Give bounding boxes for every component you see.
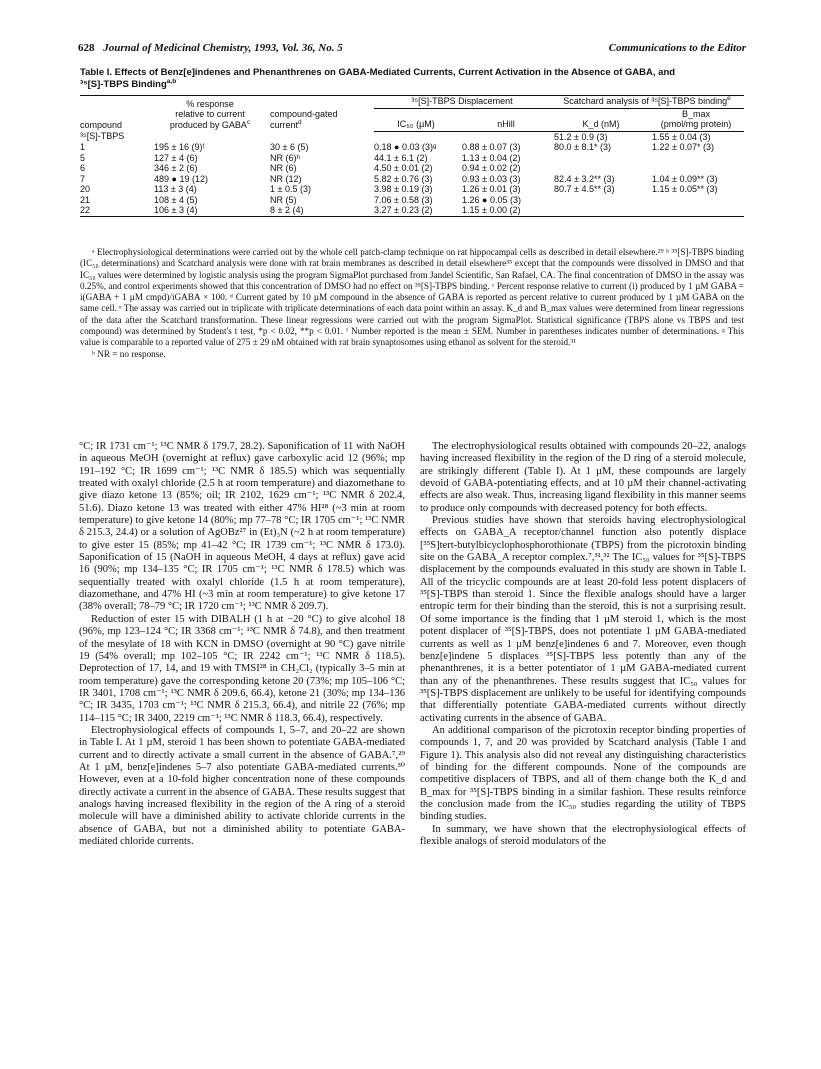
cell-nhill: 0.93 ± 0.03 (3) [462, 173, 521, 184]
cell-response: 195 ± 16 (9)ᶠ [154, 142, 205, 152]
table-row [80, 174, 744, 185]
col-nhill-header: nHill [462, 108, 554, 131]
cell-ic50: 4.50 ± 0.01 (2) [374, 163, 433, 173]
table-row [80, 195, 744, 206]
cell-response [154, 131, 270, 142]
cell-gated [270, 131, 374, 142]
cell-compound: 7 [80, 173, 86, 184]
table-row [80, 163, 744, 174]
cell-bmax [652, 163, 744, 174]
cell-response: 127 ± 4 (6) [154, 152, 198, 163]
table-row [80, 131, 744, 142]
cell-response: 113 ± 3 (4) [154, 184, 197, 194]
col-gated-header: compound-gated current$^d$ [270, 109, 338, 130]
cell-compound: ³⁵[S]-TBPS [80, 131, 125, 141]
table-label: Table I. [80, 67, 113, 78]
cell-response: 106 ± 3 (4) [154, 205, 270, 216]
scatchard-group-header: Scatchard analysis of ³⁵[S]-TBPS binding$^e$ [554, 96, 744, 109]
table-row [80, 184, 744, 195]
col-response-header: % response relative to current produced by GABA$^c$ [169, 98, 251, 130]
footnote-paragraph: ʰ NR = no response. [92, 348, 166, 359]
cell-gated: NR (6) [270, 163, 297, 173]
cell-nhill: 1.15 ± 0.00 (2) [462, 205, 554, 216]
cell-ic50 [374, 131, 462, 142]
cell-response: 489 ● 19 (12) [154, 173, 208, 184]
cell-compound: 1 [80, 142, 86, 152]
cell-bmax [652, 153, 744, 164]
cell-gated: 8 ± 2 (4) [270, 205, 374, 216]
col-kd-header: K_d (nM) [554, 108, 652, 131]
cell-nhill: 0.88 ± 0.07 (3) [462, 142, 521, 152]
cell-kd [554, 153, 652, 164]
cell-bmax: 1.22 ± 0.07* (3) [652, 142, 714, 152]
cell-kd [554, 195, 652, 206]
cell-nhill: 0.94 ± 0.02 (2) [462, 163, 521, 173]
cell-nhill: 1.26 ± 0.01 (3) [462, 184, 521, 194]
running-head-left [78, 42, 343, 54]
body-paragraph: Electrophysiological effects of compounds 1, 5–7, and 20–22 are shown in Table I. At 1 µM, steroid 1 has been shown to potentiate GABA-mediated current and to directly activate a small current in the absence of GABA.⁷,²⁹ At 1 µM, benz[e]indenes 5–7 also potentiate GABA-mediated currents.³⁰ However, even at a 10-fold higher concentration none of these compounds directly activate a current in the absence of GABA. These results suggest that analogs having increased flexibility in the region of the A ring of a steroid molecule will have a diminished ability to activate chloride currents in the absence of GABA, but not a diminished ability to potentiate GABA-mediated chloride currents. [79, 724, 405, 847]
cell-kd: 82.4 ± 3.2** (3) [554, 173, 615, 184]
col-compound-header: compound [80, 119, 123, 130]
cell-compound: 6 [80, 163, 86, 173]
table-row [80, 142, 744, 153]
cell-nhill [462, 131, 554, 142]
table-row [80, 153, 744, 164]
cell-ic50: 5.82 ± 0.76 (3) [374, 173, 433, 184]
cell-ic50: 7.06 ± 0.58 (3) [374, 194, 433, 205]
journal-citation: Journal of Medicinal Chemistry, 1993, Vol. 36, No. 5 [103, 42, 343, 54]
cell-gated: NR (5) [270, 194, 297, 205]
cell-kd: 80.7 ± 4.5** (3) [554, 184, 615, 194]
caption-text-2: ³⁵[S]-TBPS Binding [80, 79, 167, 90]
body-paragraph: In summary, we have shown that the electrophysiological effects of flexible analogs of steroid modulators of the [420, 823, 746, 847]
body-column-right [420, 441, 746, 848]
cell-kd: 80.0 ± 8.1* (3) [554, 142, 611, 152]
cell-nhill: 1.13 ± 0.04 (2) [462, 152, 521, 163]
cell-gated: NR (6)ʰ [270, 152, 300, 163]
body-paragraph: °C; IR 1731 cm⁻¹; ¹³C NMR δ 179.7, 28.2). Saponification of 11 with NaOH in aqueous MeOH (overnight at reflux) gave carboxylic acid 12 (96%; mp 191–192 °C; IR 1699 cm⁻¹; ¹³C NMR δ 185.5) which was sequentially treated with oxalyl chloride (2.5 h at room temperature) and diazomethane to give diazo ketone 13 (85%; oil; IR 2102, 1629 cm⁻¹; ¹³C NMR δ 202.4, 51.6). Diazo ketone 13 was treated with either 47% HI²⁸ (~3 min at room temperature) to give ketone 14 (80%; mp 77–78 °C; IR 1705 cm⁻¹; ¹³C NMR δ 215.3, 24.4) or a solution of AgOBz²⁷ in (Et)₃N (~2 h at room temperature) to give ester 15 (85%; mp 41–42 °C; IR 1739 cm⁻¹; ¹³C NMR δ 173.0). Saponification of 15 (NaOH in aqueous MeOH, 4 days at reflux) gave acid 16 (90%; mp 134–135 °C; IR 1705 cm⁻¹; ¹³C NMR δ 178.5) which was sequentially treated with oxalyl chloride (1.5 h at room temperature), diazomethane, and 47% HI (~3 min at room temperature) to give ketone 17 (38% overall; 78–79 °C; IR 1720 cm⁻¹; ¹³C NMR δ 209.7). [79, 441, 405, 613]
section-title: Communications to the Editor [608, 42, 746, 54]
body-paragraph: The electrophysiological results obtained with compounds 20–22, analogs having increased flexibility in the region of the D ring of a steroid molecule, are strikingly different (Table I). At 1 µM, these compounds are largely devoid of GABA-potentiating effects, and at 10 µM their channel-activating effects are also weak. Thus, increasing ligand flexibility in this manner seems to produce only compounds with decreased potency for both effects. [420, 441, 746, 514]
col-bmax-header: B_max (pmol/mg protein) [652, 108, 744, 131]
cell-ic50: 0.18 ● 0.03 (3)ᵍ [374, 142, 437, 152]
page-number: 628 [78, 42, 95, 54]
cell-ic50: 3.98 ± 0.19 (3) [374, 184, 433, 194]
cell-bmax: 1.55 ± 0.04 (3) [652, 131, 711, 142]
cell-compound: 5 [80, 152, 86, 163]
cell-gated: 30 ± 6 (5) [270, 142, 309, 152]
caption-text-1: Effects of Benz[e]indenes and Phenanthrenes on GABA-Mediated Currents, Current Activation in the Absence of GABA, and [114, 67, 676, 78]
cell-kd [554, 163, 652, 174]
cell-bmax: 1.04 ± 0.09** (3) [652, 173, 718, 184]
cell-gated: 1 ± 0.5 (3) [270, 184, 311, 194]
cell-bmax [652, 205, 744, 216]
col-ic50-header: IC₅₀ (µM) [374, 108, 462, 131]
displacement-group-header: ³⁵[S]-TBPS Displacement [374, 96, 554, 109]
cell-response: 108 ± 4 (5) [154, 194, 198, 205]
cell-compound: 22 [80, 205, 154, 216]
table-row [80, 205, 744, 216]
caption-footnote-marker: a,b [166, 77, 177, 85]
table-footnotes [80, 247, 744, 360]
cell-kd [554, 205, 652, 216]
page-header [78, 42, 746, 54]
footnote-paragraph: ᵃ Electrophysiological determinations were carried out by the whole cell patch-clamp technique on rat hippocampal cells as described in detail elsewhere.²⁹ ᵇ ³⁵[S]-TBPS binding (IC₅₀ determinations) and Scatchard analysis were done with rat brain membranes as described in detail elsewhere³⁵ except that the compounds were dissolved in DMSO and that IC₅₀ values were determined by logistic analysis using the program SigmaPlot purchased from Jandel Scientific, San Rafael, CA. The final concentration of DMSO in the assay was 0.25%, and control experiments showed that this concentration of DMSO had no effect on ³⁵[S]-TBPS binding. ᶜ Percent response relative to current (i) produced by 1 µM GABA = i(GABA + 1 µM cmpd)/iGABA × 100. ᵈ Current gated by 10 µM compound in the absence of GABA is reported as percent relative to current produced by 1 µM GABA on the same cell. ᵉ The assay was carried out in triplicate with triplicate determinations of each data point within an assay. K_d and B_max values were determined from linear regressions of the data after the Scatchard transformation. These linear regressions were carried out with the program SigmaPlot. Statistical significance (TBPS alone vs TBPS and test compound) was determined by Student's t test, *p < 0.02, **p < 0.01. ᶠ Number reported is the mean ± SEM. Number in parentheses indicates number of determinations. ᵍ This value is comparable to a reported value of 275 ± 29 nM obtained with rat brain synaptosomes using ethanol as solvent for the steroid.³¹ [80, 247, 744, 348]
results-table [80, 95, 744, 217]
cell-bmax: 1.15 ± 0.05** (3) [652, 184, 718, 194]
body-column-left [79, 441, 405, 848]
table-caption [80, 67, 744, 91]
cell-nhill: 1.26 ● 0.05 (3) [462, 194, 521, 205]
cell-kd: 51.2 ± 0.9 (3) [554, 131, 608, 142]
cell-gated: NR (12) [270, 173, 302, 184]
body-paragraph: Reduction of ester 15 with DIBALH (1 h at −20 °C) to give alcohol 18 (96%, mp 123–124 °C; IR 3368 cm⁻¹; ¹³C NMR δ 74.8), and then treatment of the mesylate of 18 with KCN in DMSO (overnight at 90 °C) gave nitrile 19 (54% overall; mp 102–105 °C; IR 2242 cm⁻¹; ¹³C NMR δ 118.5). Deprotection of 17, 14, and 19 with TMSI²⁸ in CH₂Cl₂ (typically 3–5 min at room temperature) gave the corresponding ketone 20 (73%; mp 105–106 °C; IR 3401, 1708 cm⁻¹; ¹³C NMR δ 209.6, 66.4), ketone 21 (30%; mp 134–136 °C; IR 3435, 1703 cm⁻¹; ¹³C NMR δ 215.3, 66.4), and nitrile 22 (76%; mp 114–115 °C; IR 3400, 2219 cm⁻¹; ¹³C NMR δ 118.3, 66.4), respectively. [79, 613, 405, 724]
body-paragraph: Previous studies have shown that steroids having electrophysiological effects on GABA_A receptor/channel function also potently displace [³⁵S]tert-butylbicyclophosphorothionate (TBPS) from the picrotoxin binding site on the GABA_A receptor complex.⁷,³¹,³² The IC₅₀ values for ³⁵[S]-TBPS displacement by the compounds evaluated in this study are shown in Table I. All of the tricyclic compounds are at least 20-fold less potent displacers of ³⁵[S]-TBPS than steroid 1. Since the flexible analogs should have a larger entropic term for their binding than the steroid, this is not a surprising result. Of some importance is the finding that 1 µM steroid 1, which is the most potent displacer of ³⁵[S]-TBPS, does not potentiate 1 µM GABA-mediated currents as well as 1 µM benz[e]indenes 6 and 7. Moreover, even though benz[e]indene 5 displaces ³⁵[S]-TBPS less potently than any of the phenanthrenes, it is a better potentiator of 1 µM GABA-mediated current than any of the phenanthrenes. These results suggest that IC₅₀ values for ³⁵[S]-TBPS displacement are unlikely to be useful for identifying compounds that differentially potentiate GABA-mediated currents without directly activating currents in the absence of GABA. [420, 515, 746, 724]
cell-compound: 20 [80, 184, 91, 194]
cell-compound: 21 [80, 194, 91, 205]
body-paragraph: An additional comparison of the picrotoxin receptor binding properties of compounds 1, 7, and 20 was provided by Scatchard analysis (Table I and Figure 1). This analysis also did not reveal any distinguishing characteristics of binding for the different compounds. None of the compounds are competitive displacers of TBPS, and all of them change both the K_d and B_max for ³⁵[S]-TBPS binding in a similar fashion. These results reinforce the conclusion made from the IC₅₀ studies regarding the utility of TBPS binding studies. [420, 724, 746, 823]
cell-bmax [652, 195, 744, 206]
cell-ic50: 44.1 ± 6.1 (2) [374, 152, 428, 163]
cell-response: 346 ± 2 (6) [154, 163, 198, 173]
cell-ic50: 3.27 ± 0.23 (2) [374, 205, 462, 216]
